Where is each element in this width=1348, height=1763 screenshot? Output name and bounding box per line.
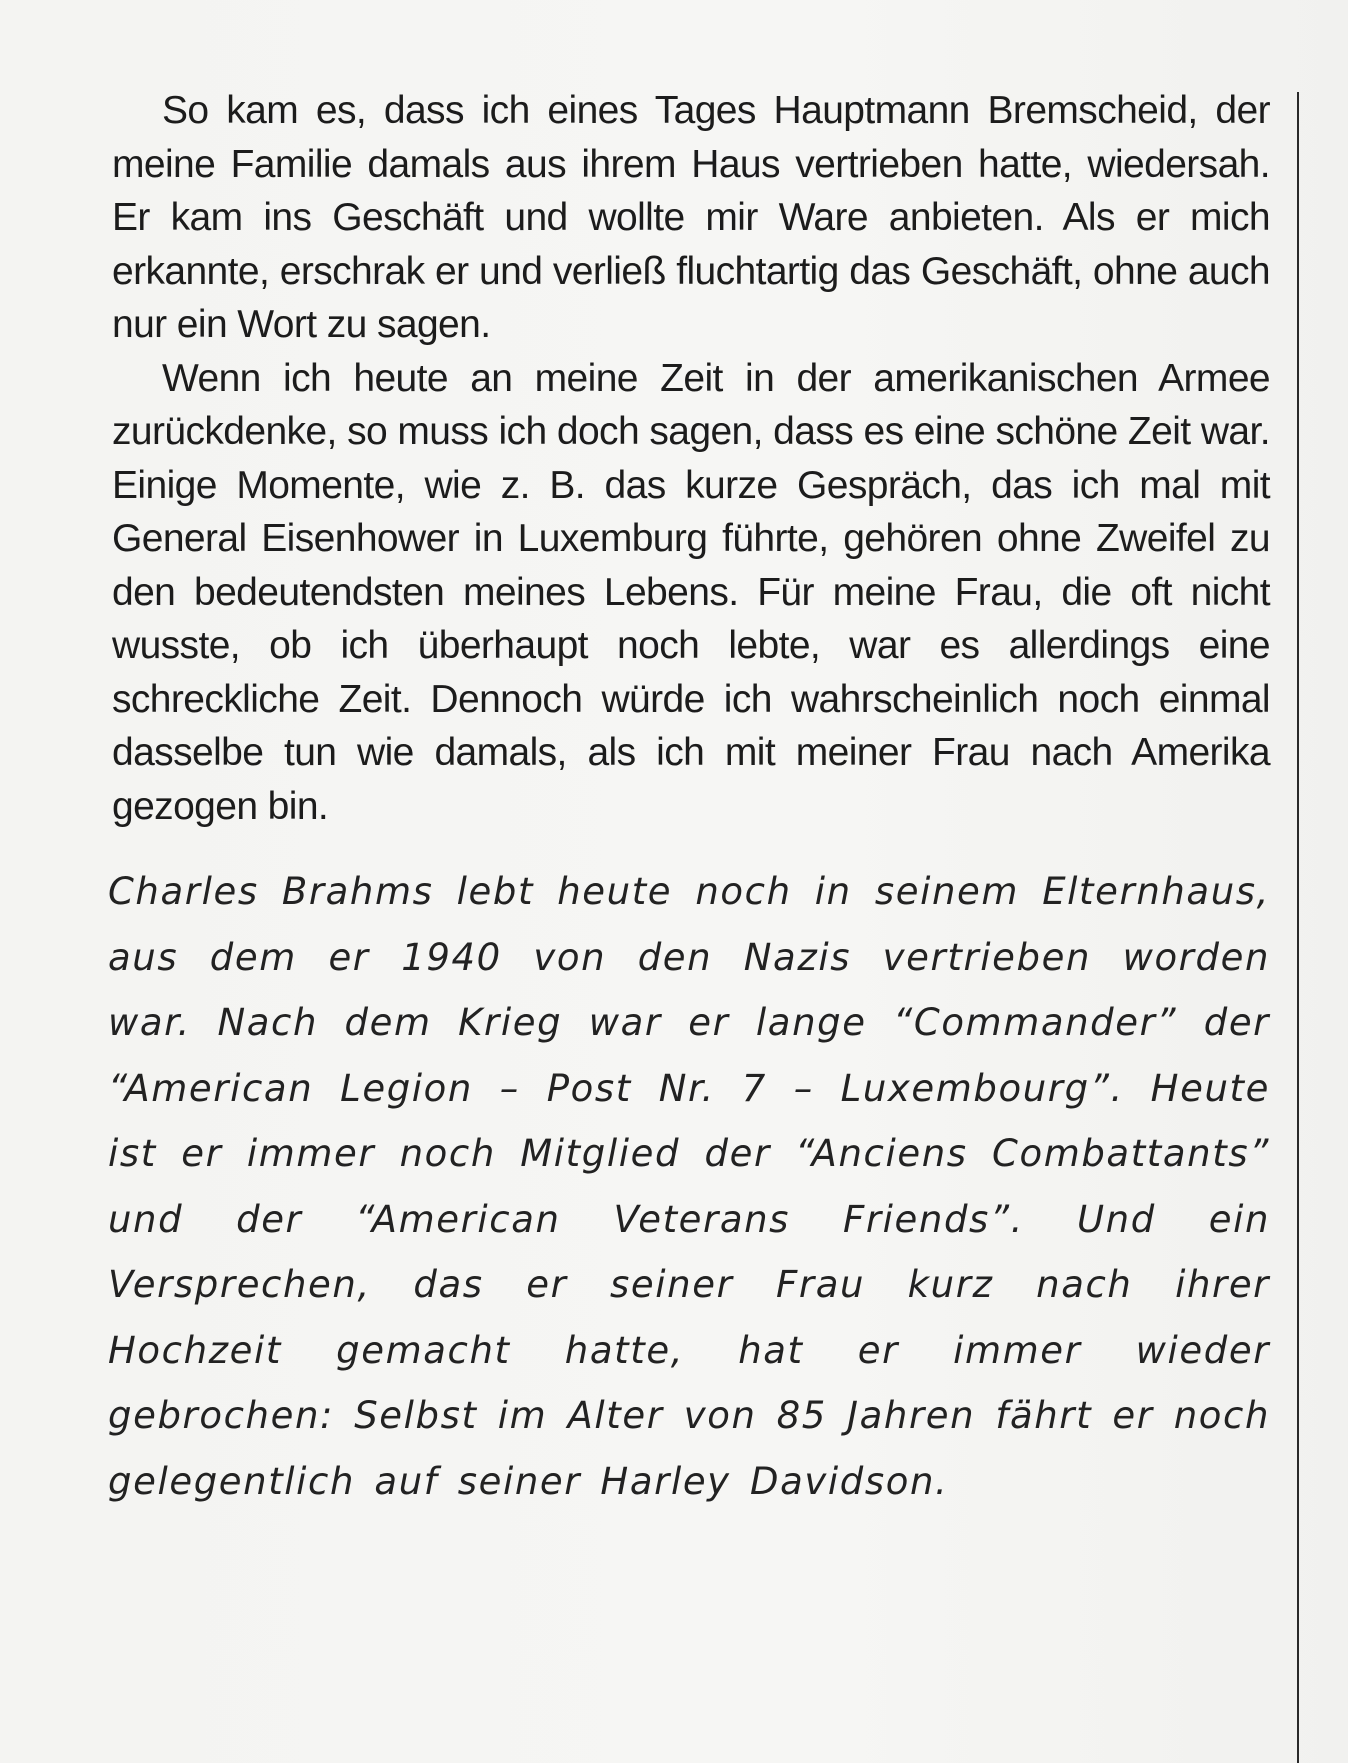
paragraph-1: So kam es, dass ich eines Tages Hauptmann Bremscheid, der meine Familie damals aus ihrem Haus vertrieben hatte, wiedersah. Er kam ins Geschäft und wollte mir Ware anbieten. Als er mich erkannte, erschrak er und verließ fluchtartig das Geschäft, ohne auch nur ein Wort zu sagen. — [112, 89, 1270, 346]
text-column — [108, 84, 1270, 1514]
column-divider-line — [1297, 92, 1299, 1763]
epilogue-paragraph: Charles Brahms lebt heute noch in seinem Elternhaus, aus dem er 1940 von den Nazis vertrieben worden war. Nach dem Krieg war er lange “Commander” der “American Legion – Post Nr. 7 – Luxembourg”. Heute ist er immer noch Mitglied der “Anciens Combattants” und der “American Veterans Friends”. Und ein Versprechen, das er seiner Frau kurz nach ihrer Hochzeit gemacht hatte, hat er immer wieder gebrochen: Selbst im Alter von 85 Jahren fährt er noch gelegentlich auf seiner Harley Davidson. — [108, 870, 1270, 1503]
paragraph-2: Wenn ich heute an meine Zeit in der amerikanischen Armee zurückdenke, so muss ich doch sagen, dass es eine schöne Zeit war. Einige Momente, wie z. B. das kurze Gespräch, das ich mal mit General Eisenhower in Luxemburg führte, gehören ohne Zweifel zu den bedeutendsten meines Lebens. Für meine Frau, die oft nicht wusste, ob ich überhaupt noch lebte, war es allerdings eine schreckliche Zeit. Dennoch würde ich wahrscheinlich noch einmal dasselbe tun wie damals, als ich mit meiner Frau nach Amerika gezogen bin. — [112, 356, 1270, 828]
